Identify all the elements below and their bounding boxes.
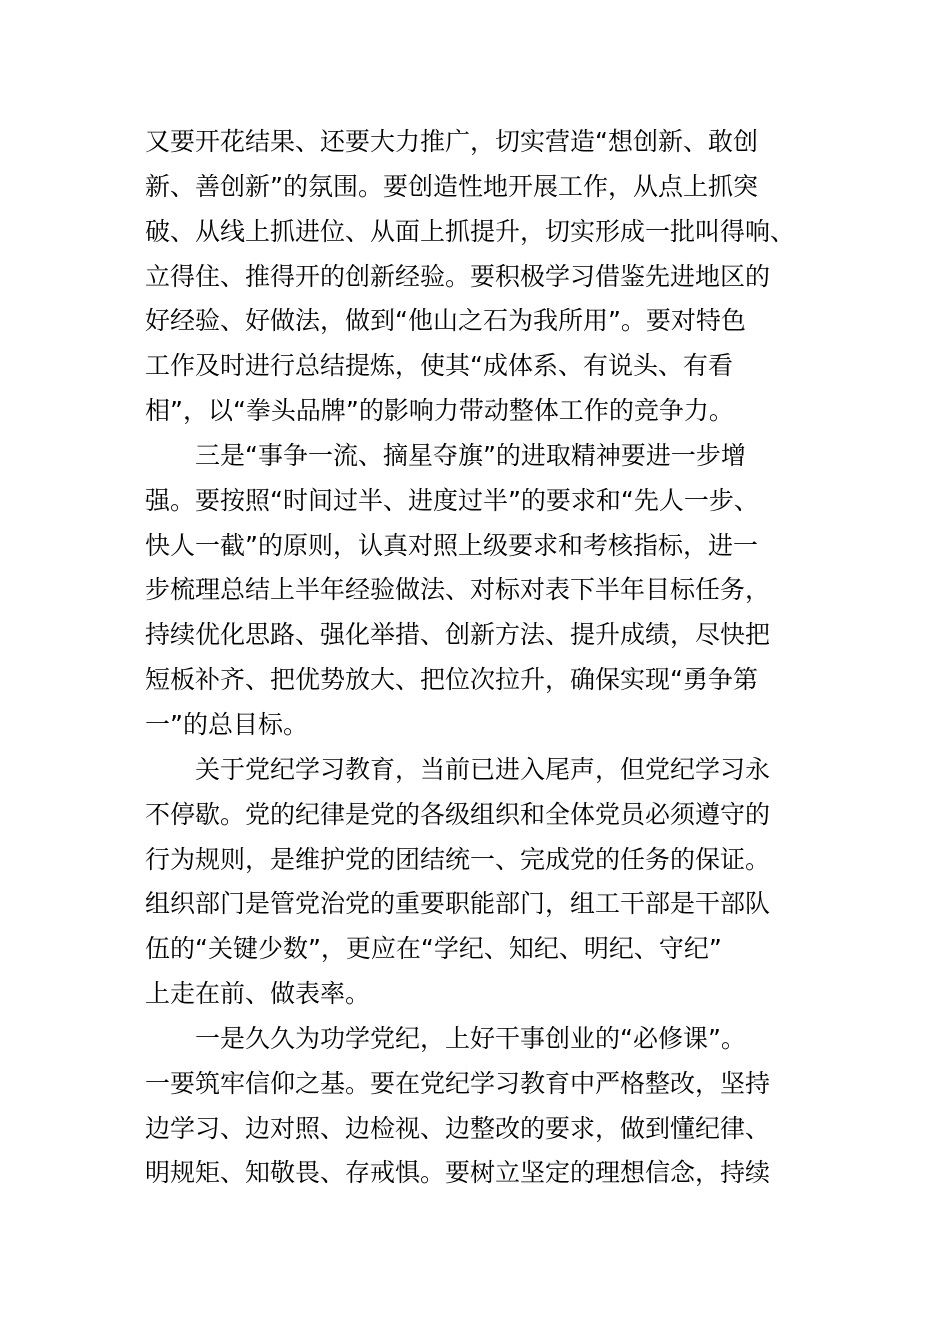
text-line: 边学习、边对照、边检视、边整改的要求，做到懂纪律、 [145, 1113, 771, 1143]
text-line: 上走在前、做表率。 [145, 979, 371, 1009]
text-line: 快人一截”的原则，认真对照上级要求和考核指标，进一 [145, 530, 758, 560]
text-line: 短板补齐、把优势放大、把位次拉升，确保实现“勇争第 [145, 665, 758, 695]
text-line: 强。要按照“时间过半、进度过半”的要求和“先人一步、 [145, 485, 759, 515]
text-line: 一是久久为功学党纪，上好干事创业的“必修课”。 [195, 1023, 746, 1053]
text-line: 持续优化思路、强化举措、创新方法、提升成绩，尽快把 [145, 620, 771, 650]
text-line: 明规矩、知敬畏、存戒惧。要树立坚定的理想信念，持续 [145, 1158, 771, 1188]
text-line: 伍的“关键少数”，更应在“学纪、知纪、明纪、守纪” [145, 934, 722, 964]
document-body [145, 120, 810, 1196]
text-line: 行为规则，是维护党的团结统一、完成党的任务的保证。 [145, 844, 771, 874]
text-line: 组织部门是管党治党的重要职能部门，组工干部是干部队 [145, 889, 771, 919]
text-line: 关于党纪学习教育，当前已进入尾声，但党纪学习永 [195, 754, 771, 784]
text-line: 又要开花结果、还要大力推广，切实营造“想创新、敢创 [145, 127, 758, 156]
text-line: 好经验、好做法，做到“他山之石为我所用”。要对特色 [145, 306, 746, 336]
text-line: 破、从线上抓进位、从面上抓提升，切实形成一批叫得响、 [145, 216, 796, 246]
text-line: 立得住、推得开的创新经验。要积极学习借鉴先进地区的 [145, 261, 771, 291]
text-line: 步梳理总结上半年经验做法、对标对表下半年目标任务， [145, 575, 771, 605]
text-lines [145, 120, 810, 1196]
text-line: 相”，以“拳头品牌”的影响力带动整体工作的竞争力。 [145, 396, 734, 426]
text-line: 新、善创新”的氛围。要创造性地开展工作，从点上抓突 [145, 171, 758, 201]
text-line: 一”的总目标。 [145, 709, 308, 739]
text-line: 工作及时进行总结提炼，使其“成体系、有说头、有看 [145, 351, 733, 381]
text-line: 一要筑牢信仰之基。要在党纪学习教育中严格整改，坚持 [145, 1068, 771, 1098]
text-line: 三是“事争一流、摘星夺旗”的进取精神要进一步增 [195, 440, 746, 470]
text-line: 不停歇。党的纪律是党的各级组织和全体党员必须遵守的 [145, 799, 771, 829]
